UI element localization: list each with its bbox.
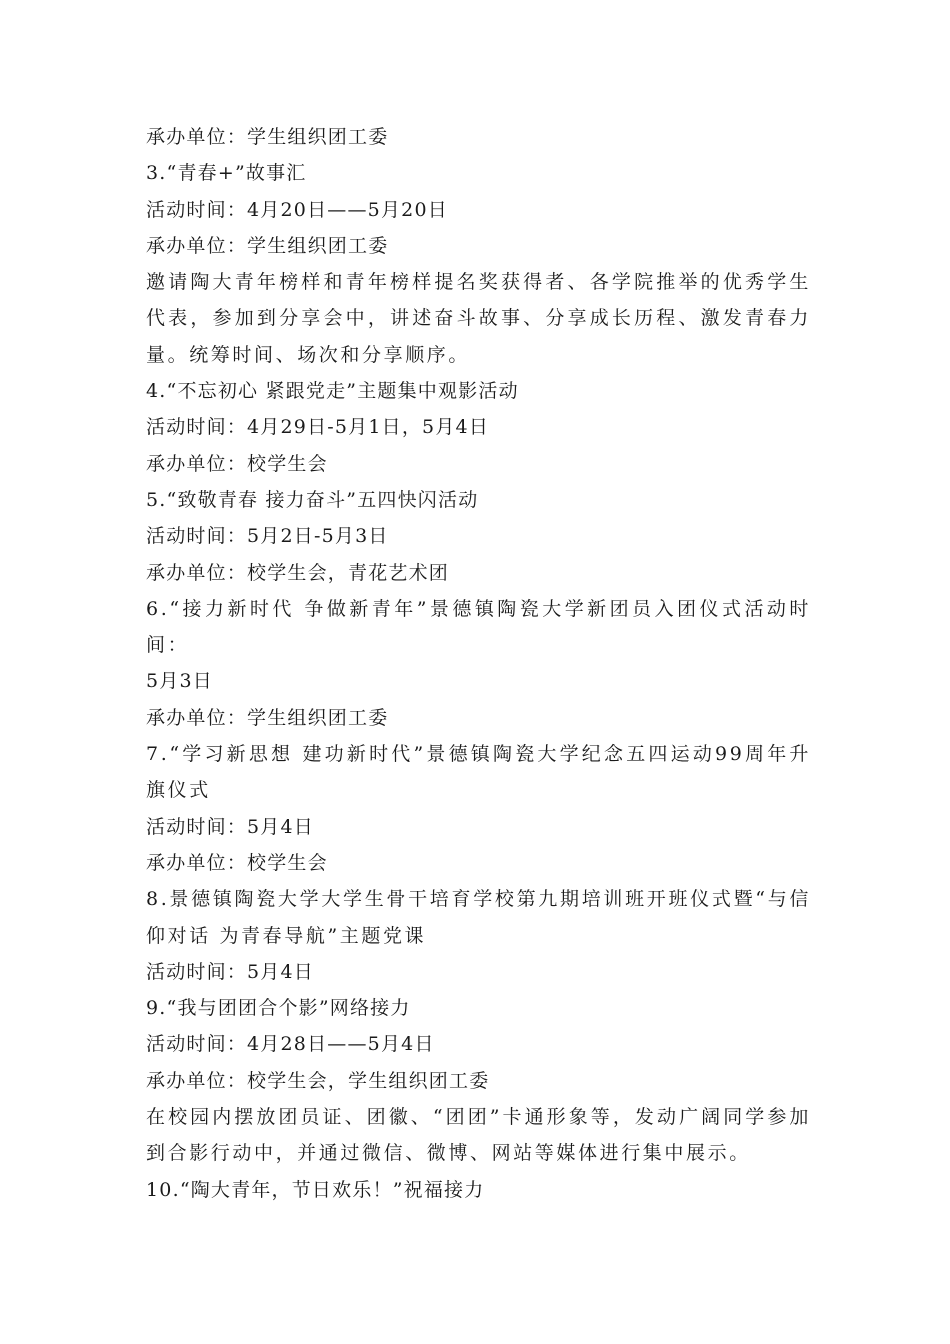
activity-time-line: 活动时间：5月4日 [146, 960, 314, 983]
item-heading-4: 4.“不忘初心 紧跟党走”主题集中观影活动 [146, 380, 519, 403]
item-heading-10: 10.“陶大青年，节日欢乐！”祝福接力 [146, 1178, 485, 1201]
organizer-line: 承办单位：校学生会 [146, 851, 328, 874]
item-heading-5: 5.“致敬青春 接力奋斗”五四快闪活动 [146, 488, 479, 511]
description-paragraph: 在校园内摆放团员证、团徽、“团团”卡通形象等，发动广阔同学参加到合影行动中，并通过微信、微博、网站等媒体进行集中展示。 [146, 1106, 811, 1165]
activity-date-line: 5月3日 [146, 670, 213, 693]
organizer-line: 承办单位：校学生会，学生组织团工委 [146, 1069, 490, 1092]
activity-time-line: 活动时间：5月2日-5月3日 [146, 525, 389, 548]
item-heading-3: 3.“青春+”故事汇 [146, 162, 307, 185]
item-heading-7: 7.“学习新思想 建功新时代”景德镇陶瓷大学纪念五四运动99周年升旗仪式 [146, 743, 811, 802]
organizer-line: 承办单位：学生组织团工委 [146, 706, 389, 729]
organizer-line: 承办单位：学生组织团工委 [146, 234, 389, 257]
item-heading-8: 8.景德镇陶瓷大学大学生骨干培育学校第九期培训班开班仪式暨“与信仰对话 为青春导航”主题党课 [146, 888, 811, 947]
organizer-line: 承办单位：校学生会，青花艺术团 [146, 561, 450, 584]
description-paragraph: 邀请陶大青年榜样和青年榜样提名奖获得者、各学院推举的优秀学生代表，参加到分享会中，讲述奋斗故事、分享成长历程、激发青春力量。统筹时间、场次和分享顺序。 [146, 271, 811, 366]
activity-time-line: 活动时间：4月20日——5月20日 [146, 198, 448, 221]
item-heading-6: 6.“接力新时代 争做新青年”景德镇陶瓷大学新团员入团仪式活动时间： [146, 597, 811, 657]
document-page [146, 119, 811, 1208]
activity-time-line: 活动时间：4月29日-5月1日，5月4日 [146, 416, 490, 439]
organizer-line: 承办单位：学生组织团工委 [146, 126, 389, 148]
organizer-line: 承办单位：校学生会 [146, 452, 328, 475]
activity-time-line: 活动时间：4月28日——5月4日 [146, 1033, 435, 1056]
activity-time-line: 活动时间：5月4日 [146, 815, 314, 838]
item-heading-9: 9.“我与团团合个影”网络接力 [146, 997, 411, 1020]
